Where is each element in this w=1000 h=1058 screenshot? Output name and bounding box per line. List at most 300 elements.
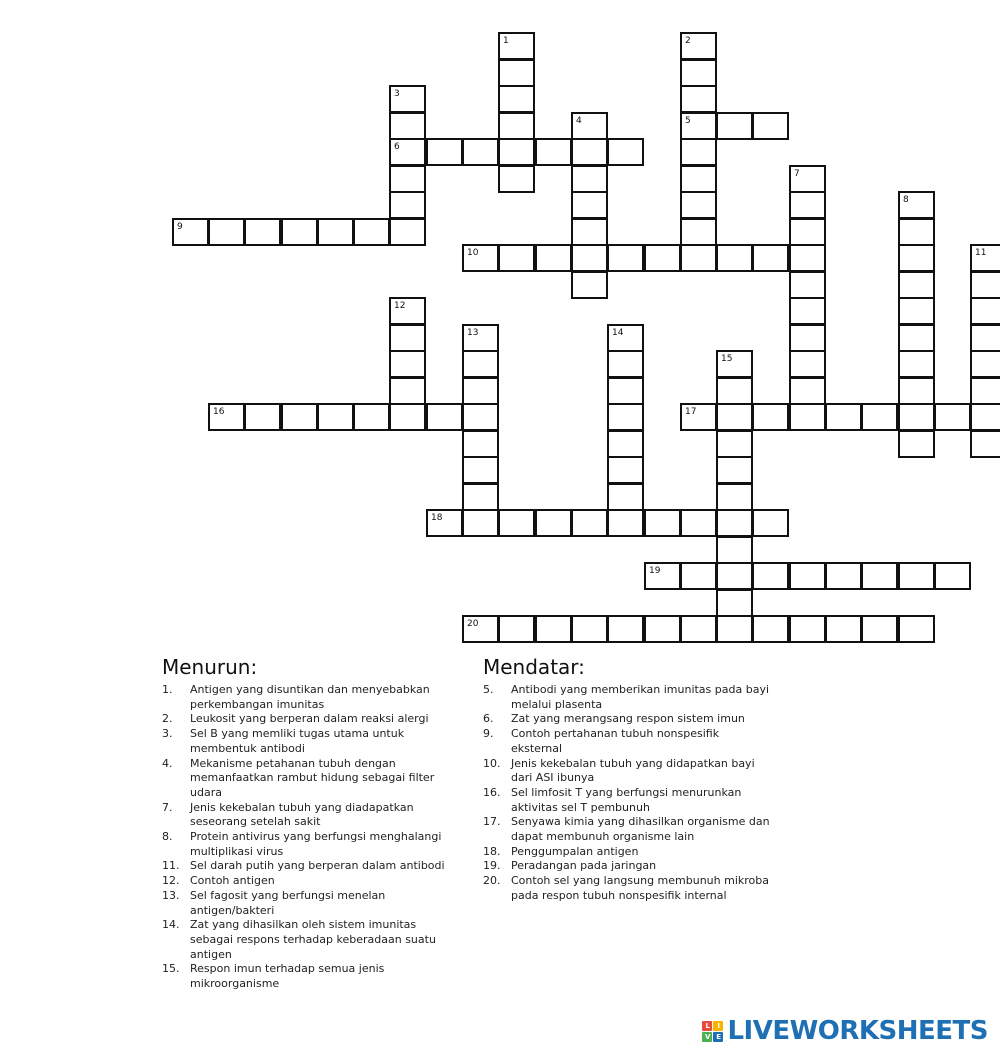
- crossword-letter-input[interactable]: [791, 246, 824, 270]
- crossword-letter-input[interactable]: [900, 432, 933, 456]
- crossword-cell[interactable]: [898, 271, 935, 299]
- crossword-cell[interactable]: [317, 218, 354, 246]
- crossword-letter-input[interactable]: [609, 458, 642, 482]
- crossword-letter-input[interactable]: [900, 617, 933, 641]
- crossword-letter-input[interactable]: [972, 326, 1000, 350]
- crossword-letter-input[interactable]: [936, 405, 969, 429]
- crossword-letter-input[interactable]: [573, 273, 606, 297]
- crossword-letter-input[interactable]: [863, 617, 896, 641]
- crossword-letter-input[interactable]: [827, 405, 860, 429]
- crossword-cell[interactable]: [789, 244, 826, 272]
- crossword-letter-input[interactable]: [464, 326, 497, 350]
- crossword-letter-input[interactable]: [283, 405, 316, 429]
- crossword-cell[interactable]: [353, 218, 390, 246]
- crossword-letter-input[interactable]: [972, 299, 1000, 323]
- crossword-cell[interactable]: [898, 218, 935, 246]
- crossword-letter-input[interactable]: [609, 246, 642, 270]
- crossword-letter-input[interactable]: [682, 87, 715, 111]
- crossword-letter-input[interactable]: [391, 405, 424, 429]
- crossword-letter-input[interactable]: [210, 220, 243, 244]
- crossword-cell[interactable]: [644, 509, 681, 537]
- crossword-letter-input[interactable]: [500, 511, 533, 535]
- crossword-cell[interactable]: [607, 350, 644, 378]
- crossword-cell[interactable]: [970, 271, 1000, 299]
- clue-item: [483, 683, 773, 712]
- crossword-cell[interactable]: [680, 403, 717, 431]
- crossword-letter-input[interactable]: [682, 405, 715, 429]
- crossword-letter-input[interactable]: [718, 564, 751, 588]
- crossword-cell[interactable]: [571, 112, 608, 140]
- crossword-cell[interactable]: [716, 350, 753, 378]
- crossword-letter-input[interactable]: [609, 140, 642, 164]
- crossword-cell[interactable]: [752, 244, 789, 272]
- crossword-letter-input[interactable]: [319, 405, 352, 429]
- crossword-letter-input[interactable]: [754, 617, 787, 641]
- crossword-cell[interactable]: [208, 218, 245, 246]
- crossword-cell[interactable]: [607, 138, 644, 166]
- crossword-cell[interactable]: [680, 165, 717, 193]
- crossword-cell[interactable]: [571, 615, 608, 643]
- crossword-cell[interactable]: [898, 377, 935, 405]
- crossword-letter-input[interactable]: [791, 405, 824, 429]
- clue-number: 15.: [162, 962, 180, 976]
- clue-text: Contoh sel yang langsung membunuh mikroba pada respon tubuh nonspesifik internal: [511, 874, 769, 902]
- crossword-cell[interactable]: [571, 271, 608, 299]
- crossword-cell[interactable]: [571, 165, 608, 193]
- crossword-cell[interactable]: [607, 615, 644, 643]
- crossword-cell[interactable]: [571, 244, 608, 272]
- crossword-cell[interactable]: [462, 430, 499, 458]
- crossword-letter-input[interactable]: [791, 299, 824, 323]
- crossword-letter-input[interactable]: [428, 511, 461, 535]
- crossword-cell[interactable]: [498, 59, 535, 87]
- crossword-cell[interactable]: [462, 350, 499, 378]
- crossword-cell[interactable]: [680, 615, 717, 643]
- crossword-letter-input[interactable]: [464, 379, 497, 403]
- crossword-letter-input[interactable]: [754, 114, 787, 138]
- crossword-cell[interactable]: [426, 403, 463, 431]
- crossword-cell[interactable]: [789, 615, 826, 643]
- crossword-letter-input[interactable]: [464, 485, 497, 509]
- crossword-cell[interactable]: [353, 403, 390, 431]
- crossword-letter-input[interactable]: [972, 379, 1000, 403]
- crossword-letter-input[interactable]: [682, 167, 715, 191]
- crossword-cell[interactable]: [970, 430, 1000, 458]
- crossword-letter-input[interactable]: [609, 326, 642, 350]
- crossword-letter-input[interactable]: [900, 273, 933, 297]
- crossword-letter-input[interactable]: [646, 564, 679, 588]
- crossword-cell[interactable]: [970, 350, 1000, 378]
- crossword-letter-input[interactable]: [718, 114, 751, 138]
- crossword-cell[interactable]: [607, 244, 644, 272]
- crossword-letter-input[interactable]: [246, 220, 279, 244]
- crossword-letter-input[interactable]: [791, 379, 824, 403]
- crossword-cell[interactable]: [498, 32, 535, 60]
- crossword-cell[interactable]: [571, 191, 608, 219]
- crossword-cell[interactable]: [462, 403, 499, 431]
- crossword-cell[interactable]: [389, 165, 426, 193]
- crossword-cell[interactable]: [716, 562, 753, 590]
- crossword-letter-input[interactable]: [682, 140, 715, 164]
- crossword-letter-input[interactable]: [464, 511, 497, 535]
- crossword-letter-input[interactable]: [391, 87, 424, 111]
- crossword-letter-input[interactable]: [900, 405, 933, 429]
- crossword-cell[interactable]: [716, 456, 753, 484]
- crossword-cell[interactable]: [462, 244, 499, 272]
- crossword-letter-input[interactable]: [537, 617, 570, 641]
- crossword-cell[interactable]: [789, 297, 826, 325]
- crossword-cell[interactable]: [680, 112, 717, 140]
- crossword-cell[interactable]: [752, 615, 789, 643]
- crossword-letter-input[interactable]: [791, 193, 824, 217]
- crossword-cell[interactable]: [825, 403, 862, 431]
- crossword-letter-input[interactable]: [718, 538, 751, 562]
- crossword-letter-input[interactable]: [355, 220, 388, 244]
- crossword-letter-input[interactable]: [754, 246, 787, 270]
- crossword-letter-input[interactable]: [464, 458, 497, 482]
- crossword-letter-input[interactable]: [791, 273, 824, 297]
- crossword-cell[interactable]: [898, 324, 935, 352]
- crossword-letter-input[interactable]: [827, 564, 860, 588]
- crossword-cell[interactable]: [789, 191, 826, 219]
- crossword-cell[interactable]: [752, 403, 789, 431]
- crossword-letter-input[interactable]: [537, 511, 570, 535]
- crossword-cell[interactable]: [680, 59, 717, 87]
- crossword-cell[interactable]: [462, 509, 499, 537]
- crossword-letter-input[interactable]: [972, 352, 1000, 376]
- crossword-cell[interactable]: [861, 615, 898, 643]
- crossword-cell[interactable]: [970, 297, 1000, 325]
- crossword-cell[interactable]: [898, 191, 935, 219]
- crossword-cell[interactable]: [789, 403, 826, 431]
- crossword-letter-input[interactable]: [682, 34, 715, 58]
- crossword-cell[interactable]: [898, 403, 935, 431]
- crossword-cell[interactable]: [789, 218, 826, 246]
- crossword-letter-input[interactable]: [791, 352, 824, 376]
- crossword-letter-input[interactable]: [791, 326, 824, 350]
- crossword-cell[interactable]: [680, 218, 717, 246]
- crossword-cell[interactable]: [898, 562, 935, 590]
- crossword-letter-input[interactable]: [900, 379, 933, 403]
- crossword-letter-input[interactable]: [900, 246, 933, 270]
- crossword-letter-input[interactable]: [573, 246, 606, 270]
- crossword-cell[interactable]: [680, 244, 717, 272]
- crossword-cell[interactable]: [389, 324, 426, 352]
- crossword-cell[interactable]: [498, 112, 535, 140]
- crossword-letter-input[interactable]: [391, 220, 424, 244]
- crossword-letter-input[interactable]: [609, 485, 642, 509]
- crossword-cell[interactable]: [607, 403, 644, 431]
- crossword-cell[interactable]: [752, 112, 789, 140]
- crossword-letter-input[interactable]: [718, 405, 751, 429]
- crossword-cell[interactable]: [535, 615, 572, 643]
- crossword-letter-input[interactable]: [391, 114, 424, 138]
- crossword-letter-input[interactable]: [573, 220, 606, 244]
- crossword-letter-input[interactable]: [900, 193, 933, 217]
- crossword-letter-input[interactable]: [174, 220, 207, 244]
- crossword-cell[interactable]: [462, 483, 499, 511]
- crossword-cell[interactable]: [462, 615, 499, 643]
- crossword-cell[interactable]: [716, 615, 753, 643]
- crossword-cell[interactable]: [789, 562, 826, 590]
- crossword-letter-input[interactable]: [972, 246, 1000, 270]
- crossword-letter-input[interactable]: [791, 564, 824, 588]
- crossword-cell[interactable]: [607, 456, 644, 484]
- crossword-cell[interactable]: [244, 403, 281, 431]
- crossword-cell[interactable]: [498, 615, 535, 643]
- crossword-letter-input[interactable]: [464, 617, 497, 641]
- crossword-cell[interactable]: [571, 138, 608, 166]
- crossword-letter-input[interactable]: [718, 246, 751, 270]
- crossword-letter-input[interactable]: [718, 458, 751, 482]
- crossword-cell[interactable]: [970, 403, 1000, 431]
- crossword-cell[interactable]: [498, 509, 535, 537]
- crossword-letter-input[interactable]: [500, 34, 533, 58]
- crossword-cell[interactable]: [644, 562, 681, 590]
- crossword-cell[interactable]: [607, 324, 644, 352]
- crossword-letter-input[interactable]: [246, 405, 279, 429]
- crossword-cell[interactable]: [607, 377, 644, 405]
- crossword-cell[interactable]: [535, 244, 572, 272]
- crossword-cell[interactable]: [389, 350, 426, 378]
- crossword-cell[interactable]: [970, 377, 1000, 405]
- crossword-letter-input[interactable]: [936, 564, 969, 588]
- clue-text: Antigen yang disuntikan dan menyebabkan perkembangan imunitas: [190, 683, 430, 711]
- crossword-letter-input[interactable]: [391, 193, 424, 217]
- crossword-letter-input[interactable]: [900, 220, 933, 244]
- crossword-letter-input[interactable]: [718, 379, 751, 403]
- crossword-cell[interactable]: [680, 85, 717, 113]
- crossword-cell[interactable]: [462, 138, 499, 166]
- crossword-letter-input[interactable]: [682, 246, 715, 270]
- crossword-cell[interactable]: [389, 112, 426, 140]
- crossword-cell[interactable]: [898, 430, 935, 458]
- crossword-letter-input[interactable]: [573, 114, 606, 138]
- crossword-letter-input[interactable]: [573, 193, 606, 217]
- crossword-letter-input[interactable]: [500, 61, 533, 85]
- crossword-letter-input[interactable]: [682, 564, 715, 588]
- crossword-letter-input[interactable]: [646, 246, 679, 270]
- crossword-letter-input[interactable]: [573, 167, 606, 191]
- crossword-letter-input[interactable]: [391, 167, 424, 191]
- crossword-cell[interactable]: [498, 244, 535, 272]
- crossword-cell[interactable]: [281, 218, 318, 246]
- crossword-letter-input[interactable]: [355, 405, 388, 429]
- crossword-letter-input[interactable]: [464, 246, 497, 270]
- crossword-cell[interactable]: [389, 297, 426, 325]
- crossword-cell[interactable]: [607, 430, 644, 458]
- crossword-letter-input[interactable]: [428, 405, 461, 429]
- crossword-letter-input[interactable]: [682, 193, 715, 217]
- crossword-cell[interactable]: [498, 165, 535, 193]
- crossword-letter-input[interactable]: [210, 405, 243, 429]
- crossword-cell[interactable]: [535, 509, 572, 537]
- crossword-letter-input[interactable]: [972, 432, 1000, 456]
- crossword-cell[interactable]: [607, 509, 644, 537]
- crossword-cell[interactable]: [389, 191, 426, 219]
- logo-badge-letter: V: [702, 1032, 712, 1042]
- crossword-letter-input[interactable]: [609, 405, 642, 429]
- crossword-cell[interactable]: [680, 562, 717, 590]
- logo-text: LIVEWORKSHEETS: [727, 1016, 988, 1046]
- crossword-cell[interactable]: [716, 509, 753, 537]
- crossword-cell[interactable]: [571, 509, 608, 537]
- crossword-cell[interactable]: [752, 562, 789, 590]
- crossword-cell[interactable]: [389, 403, 426, 431]
- crossword-cell[interactable]: [861, 562, 898, 590]
- crossword-letter-input[interactable]: [537, 140, 570, 164]
- crossword-cell[interactable]: [970, 324, 1000, 352]
- crossword-cell[interactable]: [898, 615, 935, 643]
- crossword-letter-input[interactable]: [754, 405, 787, 429]
- crossword-cell[interactable]: [898, 244, 935, 272]
- crossword-letter-input[interactable]: [391, 326, 424, 350]
- crossword-cell[interactable]: [426, 509, 463, 537]
- crossword-letter-input[interactable]: [391, 140, 424, 164]
- crossword-cell[interactable]: [208, 403, 245, 431]
- crossword-letter-input[interactable]: [682, 511, 715, 535]
- crossword-cell[interactable]: [825, 615, 862, 643]
- crossword-letter-input[interactable]: [791, 220, 824, 244]
- crossword-cell[interactable]: [789, 350, 826, 378]
- crossword-cell[interactable]: [898, 297, 935, 325]
- crossword-cell[interactable]: [172, 218, 209, 246]
- crossword-cell[interactable]: [716, 430, 753, 458]
- crossword-letter-input[interactable]: [573, 140, 606, 164]
- crossword-cell[interactable]: [716, 244, 753, 272]
- crossword-letter-input[interactable]: [500, 87, 533, 111]
- crossword-letter-input[interactable]: [791, 617, 824, 641]
- logo-badge-letter: L: [702, 1021, 712, 1031]
- crossword-cell[interactable]: [752, 509, 789, 537]
- crossword-letter-input[interactable]: [464, 432, 497, 456]
- crossword-letter-input[interactable]: [500, 114, 533, 138]
- crossword-letter-input[interactable]: [609, 432, 642, 456]
- crossword-letter-input[interactable]: [682, 220, 715, 244]
- crossword-letter-input[interactable]: [827, 617, 860, 641]
- crossword-letter-input[interactable]: [391, 352, 424, 376]
- crossword-letter-input[interactable]: [682, 617, 715, 641]
- crossword-letter-input[interactable]: [900, 564, 933, 588]
- crossword-letter-input[interactable]: [718, 352, 751, 376]
- crossword-letter-input[interactable]: [500, 617, 533, 641]
- crossword-cell[interactable]: [680, 191, 717, 219]
- crossword-cell[interactable]: [716, 112, 753, 140]
- crossword-cell[interactable]: [861, 403, 898, 431]
- crossword-letter-input[interactable]: [464, 405, 497, 429]
- crossword-letter-input[interactable]: [573, 617, 606, 641]
- crossword-cell[interactable]: [716, 377, 753, 405]
- crossword-letter-input[interactable]: [319, 220, 352, 244]
- crossword-letter-input[interactable]: [863, 564, 896, 588]
- crossword-letter-input[interactable]: [900, 352, 933, 376]
- crossword-cell[interactable]: [680, 32, 717, 60]
- crossword-letter-input[interactable]: [718, 432, 751, 456]
- crossword-letter-input[interactable]: [718, 485, 751, 509]
- crossword-letter-input[interactable]: [428, 140, 461, 164]
- crossword-cell[interactable]: [789, 324, 826, 352]
- crossword-cell[interactable]: [934, 562, 971, 590]
- crossword-letter-input[interactable]: [718, 591, 751, 615]
- crossword-letter-input[interactable]: [718, 617, 751, 641]
- crossword-cell[interactable]: [498, 138, 535, 166]
- crossword-letter-input[interactable]: [500, 167, 533, 191]
- crossword-letter-input[interactable]: [863, 405, 896, 429]
- crossword-cell[interactable]: [825, 562, 862, 590]
- crossword-letter-input[interactable]: [500, 140, 533, 164]
- crossword-cell[interactable]: [389, 377, 426, 405]
- crossword-cell[interactable]: [644, 615, 681, 643]
- crossword-letter-input[interactable]: [718, 511, 751, 535]
- crossword-cell[interactable]: [462, 324, 499, 352]
- crossword-cell[interactable]: [716, 483, 753, 511]
- crossword-letter-input[interactable]: [609, 379, 642, 403]
- crossword-letter-input[interactable]: [609, 617, 642, 641]
- crossword-letter-input[interactable]: [754, 511, 787, 535]
- crossword-cell[interactable]: [934, 403, 971, 431]
- crossword-cell[interactable]: [789, 271, 826, 299]
- crossword-letter-input[interactable]: [283, 220, 316, 244]
- crossword-letter-input[interactable]: [500, 246, 533, 270]
- crossword-cell[interactable]: [462, 377, 499, 405]
- crossword-cell[interactable]: [389, 138, 426, 166]
- crossword-letter-input[interactable]: [391, 379, 424, 403]
- crossword-cell[interactable]: [644, 244, 681, 272]
- crossword-cell[interactable]: [281, 403, 318, 431]
- crossword-cell[interactable]: [680, 138, 717, 166]
- crossword-letter-input[interactable]: [972, 273, 1000, 297]
- crossword-letter-input[interactable]: [609, 511, 642, 535]
- crossword-cell[interactable]: [535, 138, 572, 166]
- crossword-cell[interactable]: [716, 403, 753, 431]
- crossword-cell[interactable]: [607, 483, 644, 511]
- down-clue-list: [162, 683, 462, 992]
- crossword-letter-input[interactable]: [682, 114, 715, 138]
- crossword-letter-input[interactable]: [682, 61, 715, 85]
- crossword-letter-input[interactable]: [900, 326, 933, 350]
- crossword-cell[interactable]: [898, 350, 935, 378]
- crossword-cell[interactable]: [716, 589, 753, 617]
- clue-number-label: 19: [649, 566, 661, 576]
- crossword-letter-input[interactable]: [646, 511, 679, 535]
- crossword-cell[interactable]: [389, 218, 426, 246]
- crossword-letter-input[interactable]: [900, 299, 933, 323]
- crossword-letter-input[interactable]: [537, 246, 570, 270]
- crossword-letter-input[interactable]: [464, 352, 497, 376]
- crossword-cell[interactable]: [970, 244, 1000, 272]
- crossword-cell[interactable]: [680, 509, 717, 537]
- crossword-letter-input[interactable]: [391, 299, 424, 323]
- crossword-letter-input[interactable]: [972, 405, 1000, 429]
- crossword-letter-input[interactable]: [646, 617, 679, 641]
- crossword-letter-input[interactable]: [609, 352, 642, 376]
- crossword-letter-input[interactable]: [754, 564, 787, 588]
- crossword-cell[interactable]: [789, 165, 826, 193]
- crossword-letter-input[interactable]: [573, 511, 606, 535]
- crossword-cell[interactable]: [462, 456, 499, 484]
- crossword-cell[interactable]: [426, 138, 463, 166]
- clue-item: [162, 712, 462, 727]
- crossword-cell[interactable]: [244, 218, 281, 246]
- crossword-letter-input[interactable]: [791, 167, 824, 191]
- crossword-cell[interactable]: [498, 85, 535, 113]
- crossword-cell[interactable]: [716, 536, 753, 564]
- crossword-letter-input[interactable]: [464, 140, 497, 164]
- crossword-cell[interactable]: [789, 377, 826, 405]
- crossword-cell[interactable]: [389, 85, 426, 113]
- crossword-cell[interactable]: [571, 218, 608, 246]
- crossword-cell[interactable]: [317, 403, 354, 431]
